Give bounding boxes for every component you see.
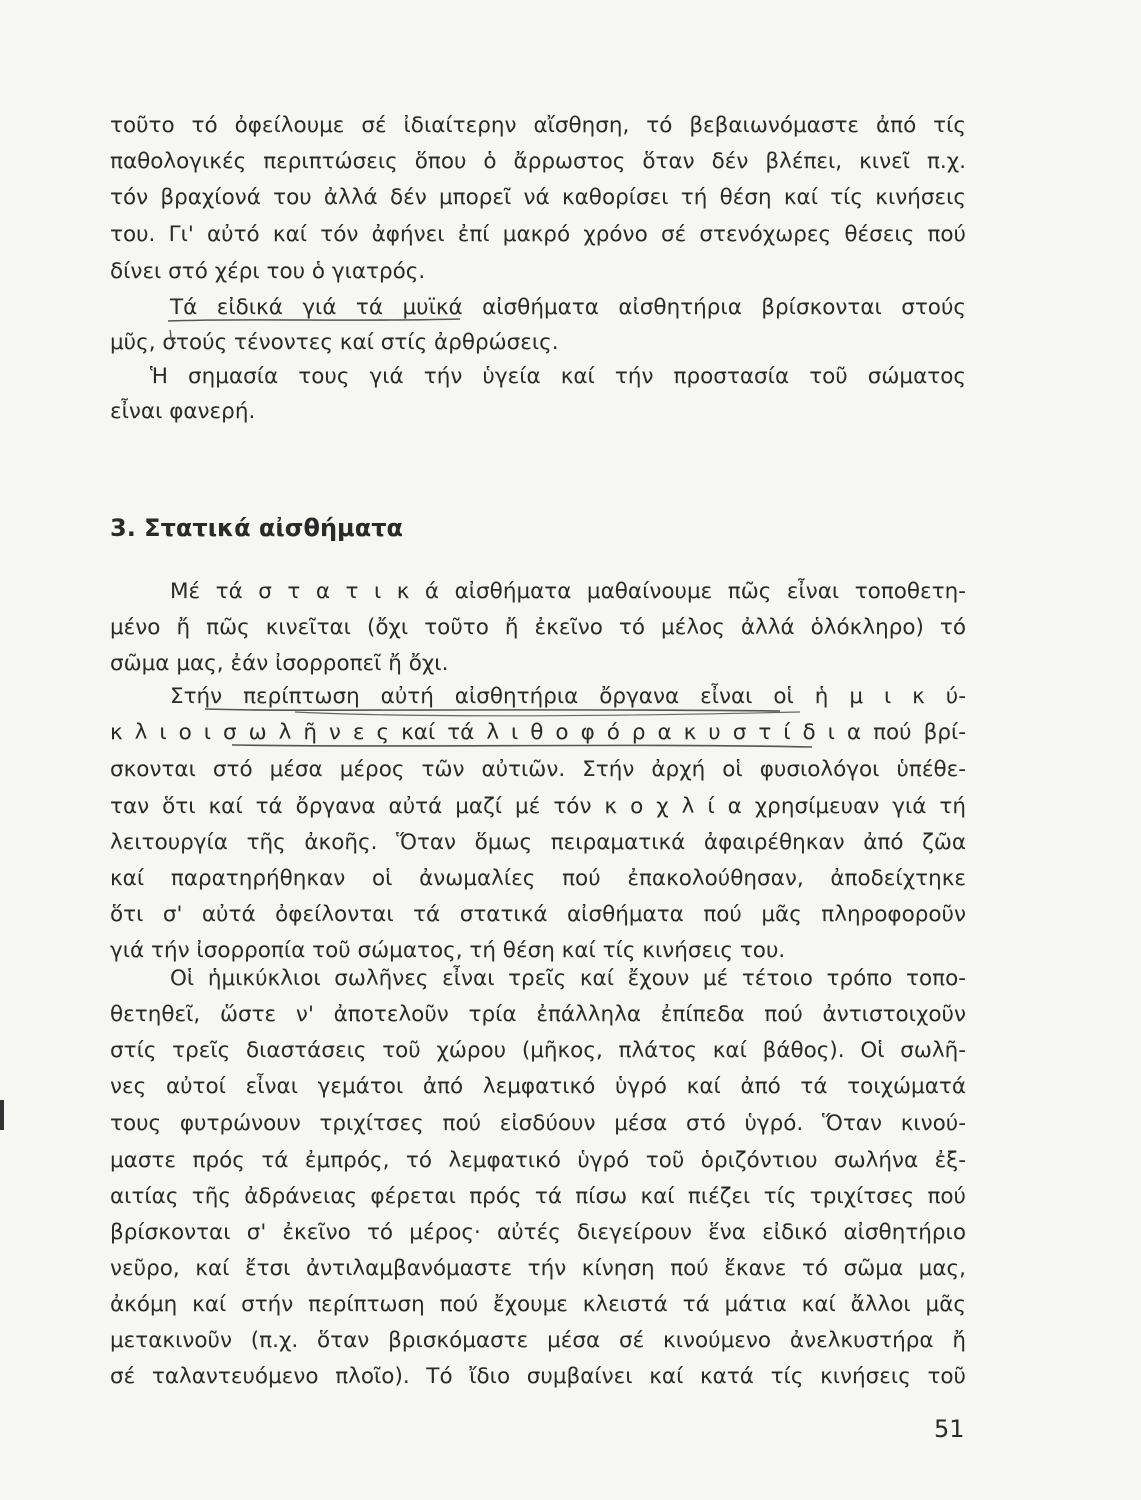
text-line: μῦς, στούς τένοντες καί στίς ἀρθρώσεις. — [110, 330, 559, 355]
text-line: ὅτι σ' αὐτά ὀφείλονται τά στατικά αἰσθήματα πού μᾶς πληροφοροῦν — [110, 902, 966, 927]
text-line: νες αὐτοί εἶναι γεμάτοι ἀπό λεμφατικό ὑγρό καί ἀπό τά τοιχώματά — [110, 1074, 966, 1099]
text-line: κ λ ι ο ι σ ω λ ῆ ν ε ς καί τά λ ι θ ο φ ό ρ α κ υ σ τ ί δ ι α πού βρί- — [110, 720, 966, 745]
text-line: Τά εἰδικά γιά τά μυϊκά αἰσθήματα αἰσθητήρια βρίσκονται στούς — [170, 295, 966, 320]
text-line: σκονται στό μέσα μέρος τῶν αὐτιῶν. Στήν ἀρχή οἱ φυσιολόγοι ὑπέθε- — [110, 757, 966, 782]
text-line: στίς τρεῖς διαστάσεις τοῦ χώρου (μῆκος, πλάτος καί βάθος). Οἱ σωλῆ- — [110, 1038, 966, 1063]
page-number: 51 — [934, 1415, 965, 1443]
text-line: καί παρατηρήθηκαν οἱ ἀνωμαλίες πού ἐπακολούθησαν, ἀποδείχτηκε — [110, 866, 966, 891]
text-line: μένο ἤ πῶς κινεῖται (ὄχι τοῦτο ἤ ἐκεῖνο τό μέλος ἀλλά ὁλόκληρο) τό — [110, 615, 966, 640]
text-line: παθολογικές περιπτώσεις ὅπου ὁ ἄρρωστος ὅταν δέν βλέπει, κινεῖ π.χ. — [110, 149, 966, 174]
text-line: ταν ὅτι καί τά ὄργανα αὐτά μαζί μέ τόν κ ο χ λ ί α χρησίμευαν γιά τή — [110, 794, 966, 819]
section-heading: 3. Στατικά αἰσθήματα — [110, 514, 403, 542]
text-line: Στήν περίπτωση αὐτή αἰσθητήρια ὄργανα εἶναι οἱ ἡ μ ι κ ύ- — [170, 684, 966, 709]
text-line: Ἡ σημασία τους γιά τήν ὑγεία καί τήν προστασία τοῦ σώματος — [150, 364, 966, 389]
text-line: σῶμα μας, ἐάν ἰσορροπεῖ ἤ ὄχι. — [110, 651, 449, 676]
text-line: τους φυτρώνουν τριχίτσες πού εἰσδύουν μέσα στό ὑγρό. Ὅταν κινού- — [110, 1111, 966, 1136]
text-line: μαστε πρός τά ἐμπρός, τό λεμφατικό ὑγρό τοῦ ὁριζόντιου σωλήνα ἐξ- — [110, 1148, 966, 1173]
text-line: του. Γι' αὐτό καί τόν ἀφήνει ἐπί μακρό χρόνο σέ στενόχωρες θέσεις πού — [110, 222, 966, 247]
text-line: βρίσκονται σ' ἐκεῖνο τό μέρος· αὐτές διεγείρουν ἕνα εἰδικό αἰσθητήριο — [110, 1220, 966, 1245]
text-line: δίνει στό χέρι του ὁ γιατρός. — [110, 259, 426, 284]
text-line: λειτουργία τῆς ἀκοῆς. Ὅταν ὅμως πειραματικά ἀφαιρέθηκαν ἀπό ζῶα — [110, 830, 966, 855]
text-line: Μέ τά σ τ α τ ι κ ά αἰσθήματα μαθαίνουμε πῶς εἶναι τοποθετη- — [170, 579, 966, 604]
text-line: αιτίας τῆς ἀδράνειας φέρεται πρός τά πίσω καί πιέζει τίς τριχίτσες πού — [110, 1184, 966, 1209]
text-line: Οἱ ἡμικύκλιοι σωλῆνες εἶναι τρεῖς καί ἔχουν μέ τέτοιο τρόπο τοπο- — [170, 966, 966, 991]
text-line: τοῦτο τό ὀφείλουμε σέ ἰδιαίτερην αἴσθηση, τό βεβαιωνόμαστε ἀπό τίς — [110, 113, 966, 138]
text-line: μετακινοῦν (π.χ. ὅταν βρισκόμαστε μέσα σέ κινούμενο ἀνελκυστήρα ἤ — [110, 1328, 966, 1353]
text-line: τόν βραχίονά του ἀλλά δέν μπορεῖ νά καθορίσει τή θέση καί τίς κινήσεις — [110, 185, 966, 210]
text-line: θετηθεῖ, ὥστε ν' ἀποτελοῦν τρία ἐπάλληλα ἐπίπεδα πού ἀντιστοιχοῦν — [110, 1002, 966, 1027]
scan-edge-mark — [0, 1100, 4, 1130]
text-line: ἀκόμη καί στήν περίπτωση πού ἔχουμε κλειστά τά μάτια καί ἄλλοι μᾶς — [110, 1292, 966, 1317]
text-line: σέ ταλαντευόμενο πλοῖο). Τό ἴδιο συμβαίνει καί κατά τίς κινήσεις τοῦ — [110, 1364, 966, 1389]
text-line: νεῦρο, καί ἔτσι ἀντιλαμβανόμαστε τήν κίνηση πού ἔκανε τό σῶμα μας, — [110, 1256, 966, 1281]
text-line: γιά τήν ἰσορροπία τοῦ σώματος, τή θέση καί τίς κινήσεις του. — [110, 938, 786, 963]
text-line: εἶναι φανερή. — [110, 399, 256, 424]
